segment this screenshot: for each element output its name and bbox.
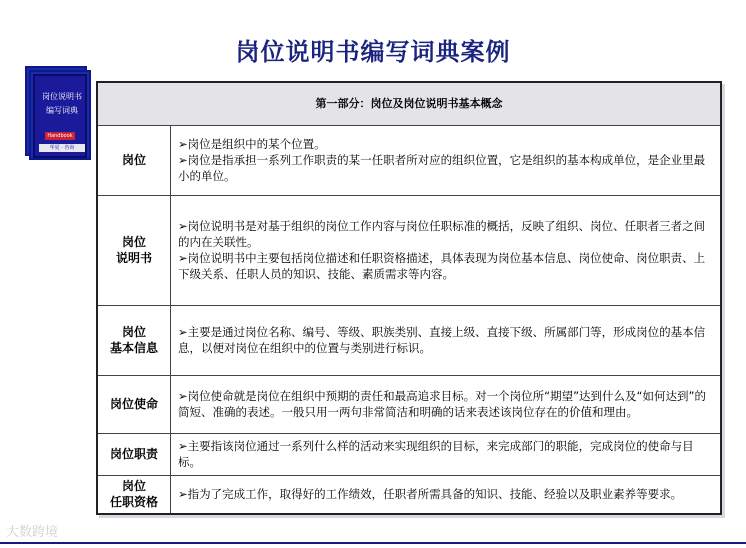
footer-rule	[0, 542, 746, 544]
bullet: ➢主要指该岗位通过一系列什么样的活动来实现组织的目标，来完成部门的职能，完成岗位的使命与目标。	[178, 439, 694, 469]
row-label: 岗位 基本信息	[98, 305, 171, 375]
row-description	[178, 195, 714, 305]
row-description	[178, 475, 714, 513]
row-label: 岗位 任职资格	[98, 475, 171, 513]
row-label: 岗位职责	[98, 433, 171, 475]
row-label: 岗位使命	[98, 375, 171, 433]
bullet: ➢主要是通过岗位名称、编号、等级、职族类别、直接上级、直接下级、所属部门等，形成岗位的基本信息，以便对岗位在组织中的位置与类别进行标识。	[178, 325, 706, 355]
row-label: 岗位	[98, 125, 171, 195]
bullet: ➢岗位说明书是对基于组织的岗位工作内容与岗位任职标准的概括，反映了组织、岗位、任职者三者之间的内在关联性。	[178, 219, 706, 249]
book-subtitle: 华夏 · 咨询	[39, 144, 85, 152]
bullet: ➢岗位使命就是岗位在组织中预期的责任和最高追求目标。对一个岗位所“期望”达到什么及“如何达到”的简短、准确的表述。一般只用一两句非常简洁和明确的话来表述该岗位存在的价值和理由。	[178, 389, 706, 419]
table-row-shuomingshu	[98, 195, 720, 306]
bullet: ➢岗位是指承担一系列工作职责的某一任职者所对应的组织位置，它是组织的基本构成单位，是企业里最小的单位。	[178, 153, 706, 183]
book-cover-image	[25, 66, 87, 158]
book-logo: Handbook	[45, 132, 75, 140]
row-label: 岗位 说明书	[98, 195, 171, 305]
table-row-shiming	[98, 375, 720, 434]
page-title: 岗位说明书编写词典案例	[235, 37, 511, 66]
bullet: ➢岗位是组织中的某个位置。	[178, 137, 326, 151]
row-description	[178, 375, 714, 433]
table-row-renzhizige	[98, 475, 720, 513]
section-header: 第一部分：岗位及岗位说明书基本概念	[98, 83, 720, 126]
row-description	[178, 125, 714, 195]
table-row-jibenxinxi	[98, 305, 720, 376]
bullet: ➢指为了完成工作，取得好的工作绩效，任职者所需具备的知识、技能、经验以及职业素养等要求。	[178, 487, 683, 501]
concept-table	[96, 81, 722, 515]
book-title-line2: 编写词典	[46, 106, 78, 115]
table-row-gangwei	[98, 125, 720, 196]
row-description	[178, 305, 714, 375]
table-row-zhize	[98, 433, 720, 476]
watermark: 大数跨境	[6, 525, 59, 540]
row-description	[178, 433, 714, 475]
book-title-line1: 岗位说明书	[42, 92, 82, 101]
bullet: ➢岗位说明书中主要包括岗位描述和任职资格描述，具体表现为岗位基本信息、岗位使命、岗位职责、上下级关系、任职人员的知识、技能、素质需求等内容。	[178, 251, 706, 281]
book-front-cover	[33, 74, 87, 158]
